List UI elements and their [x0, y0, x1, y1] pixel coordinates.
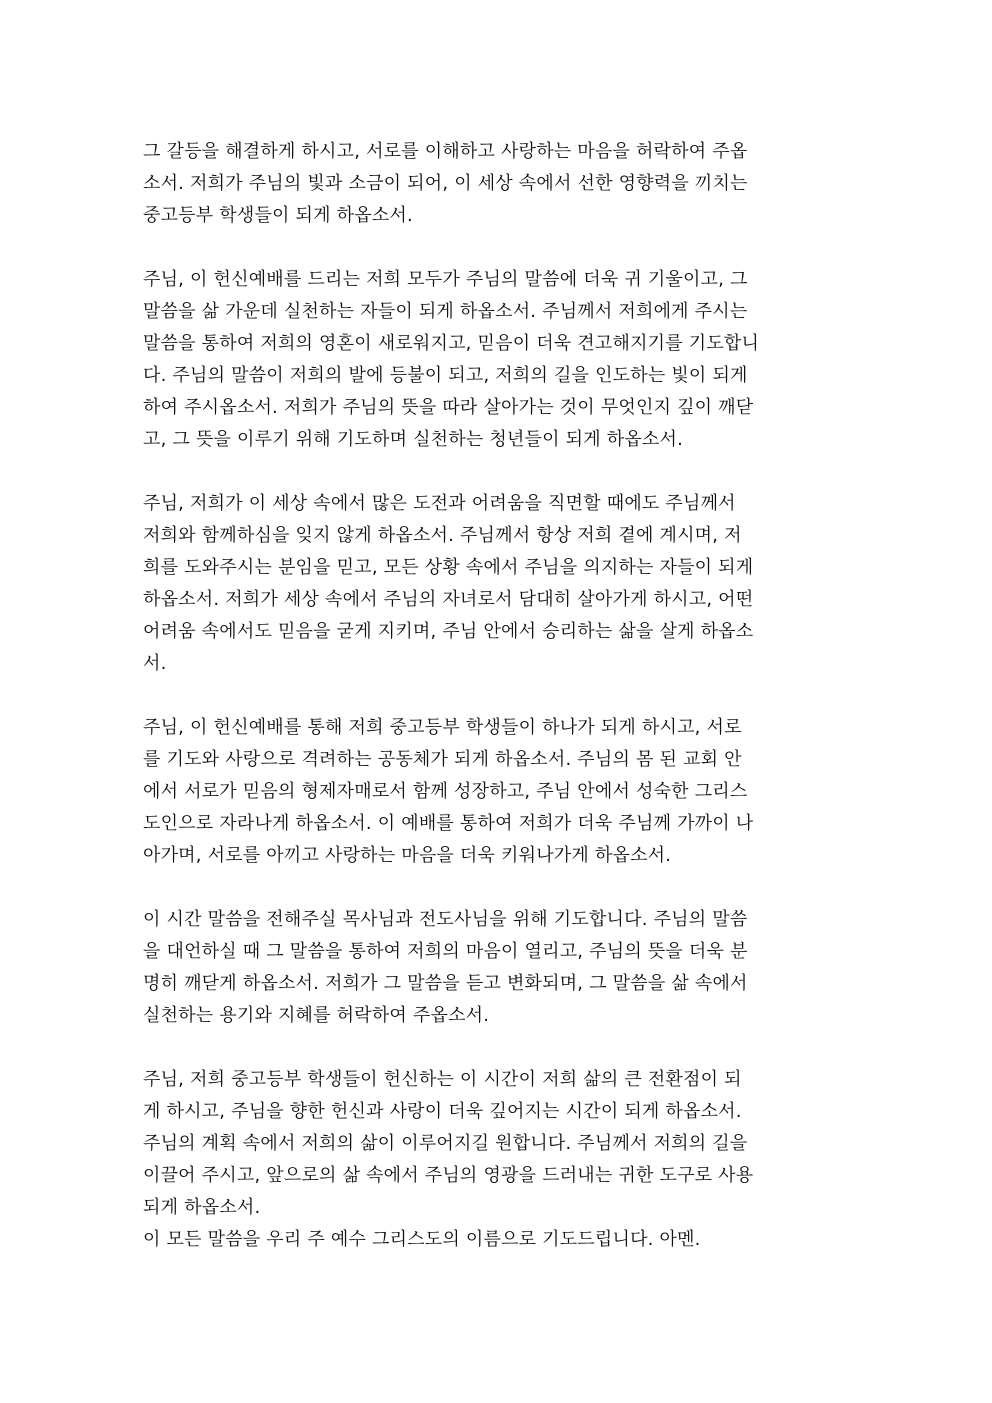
text-line: 을 대언하실 때 그 말씀을 통하여 저희의 마음이 열리고, 주님의 뜻을 더욱 분	[143, 941, 748, 962]
text-line: 되게 하옵소서.	[143, 1197, 261, 1218]
text-line: 를 기도와 사랑으로 격려하는 공동체가 되게 하옵소서. 주님의 몸 된 교회 안	[143, 749, 742, 770]
text-line: 이끌어 주시고, 앞으로의 삶 속에서 주님의 영광을 드러내는 귀한 도구로 사용	[143, 1165, 754, 1186]
text-line: 고, 그 뜻을 이루기 위해 기도하며 실천하는 청년들이 되게 하옵소서.	[143, 429, 684, 450]
text-line: 하여 주시옵소서. 저희가 주님의 뜻을 따라 살아가는 것이 무엇인지 깊이 깨닫	[143, 397, 754, 418]
text-line: 그 갈등을 해결하게 하시고, 서로를 이해하고 사랑하는 마음을 허락하여 주옵	[143, 141, 748, 162]
text-line: 주님, 이 헌신예배를 드리는 저희 모두가 주님의 말씀에 더욱 귀 기울이고, 그	[143, 269, 748, 290]
text-line: 주님, 저희 중고등부 학생들이 헌신하는 이 시간이 저희 삶의 큰 전환점이 되	[143, 1069, 742, 1090]
closing-prayer-paragraph	[143, 1224, 851, 1256]
text-line: 주님의 계획 속에서 저희의 삶이 이루어지길 원합니다. 주님께서 저희의 길을	[143, 1133, 748, 1154]
paragraph-5	[143, 904, 851, 1032]
text-line: 아가며, 서로를 아끼고 사랑하는 마음을 더욱 키워나가게 하옵소서.	[143, 845, 672, 866]
text-line: 주님, 저희가 이 세상 속에서 많은 도전과 어려움을 직면할 때에도 주님께서	[143, 493, 736, 514]
text-line: 주님, 이 헌신예배를 통해 저희 중고등부 학생들이 하나가 되게 하시고, 서로	[143, 717, 742, 738]
paragraph-3	[143, 488, 851, 680]
paragraph-6	[143, 1064, 851, 1224]
text-line: 중고등부 학생들이 되게 하옵소서.	[143, 205, 413, 226]
text-line: 게 하시고, 주님을 향한 헌신과 사랑이 더욱 깊어지는 시간이 되게 하옵소서.	[143, 1101, 742, 1122]
text-line: 하옵소서. 저희가 세상 속에서 주님의 자녀로서 담대히 살아가게 하시고, 어떤	[143, 589, 754, 610]
text-line: 에서 서로가 믿음의 형제자매로서 함께 성장하고, 주님 안에서 성숙한 그리스	[143, 781, 748, 802]
text-line: 저희와 함께하심을 잊지 않게 하옵소서. 주님께서 항상 저희 곁에 계시며, 저	[143, 525, 742, 546]
paragraph-4	[143, 712, 851, 872]
text-line: 서.	[143, 653, 167, 674]
text-line: 말씀을 삶 가운데 실천하는 자들이 되게 하옵소서. 주님께서 저희에게 주시는	[143, 301, 748, 322]
paragraph-2	[143, 264, 851, 456]
text-line: 다. 주님의 말씀이 저희의 발에 등불이 되고, 저희의 길을 인도하는 빛이 되게	[143, 365, 748, 386]
text-line: 어려움 속에서도 믿음을 굳게 지키며, 주님 안에서 승리하는 삶을 살게 하옵소	[143, 621, 754, 642]
text-line: 희를 도와주시는 분임을 믿고, 모든 상황 속에서 주님을 의지하는 자들이 되게	[143, 557, 754, 578]
text-line: 말씀을 통하여 저희의 영혼이 새로워지고, 믿음이 더욱 견고해지기를 기도합니	[143, 333, 760, 354]
text-line: 명히 깨닫게 하옵소서. 저희가 그 말씀을 듣고 변화되며, 그 말씀을 삶 속에서	[143, 973, 748, 994]
text-line: 소서. 저희가 주님의 빛과 소금이 되어, 이 세상 속에서 선한 영향력을 끼치는	[143, 173, 748, 194]
text-line: 실천하는 용기와 지혜를 허락하여 주옵소서.	[143, 1005, 490, 1026]
text-line: 이 모든 말씀을 우리 주 예수 그리스도의 이름으로 기도드립니다. 아멘.	[143, 1229, 701, 1250]
text-line: 이 시간 말씀을 전해주실 목사님과 전도사님을 위해 기도합니다. 주님의 말씀	[143, 909, 748, 930]
paragraph-1	[143, 136, 851, 232]
document-body	[143, 136, 851, 1256]
text-line: 도인으로 자라나게 하옵소서. 이 예배를 통하여 저희가 더욱 주님께 가까이 나	[143, 813, 754, 834]
